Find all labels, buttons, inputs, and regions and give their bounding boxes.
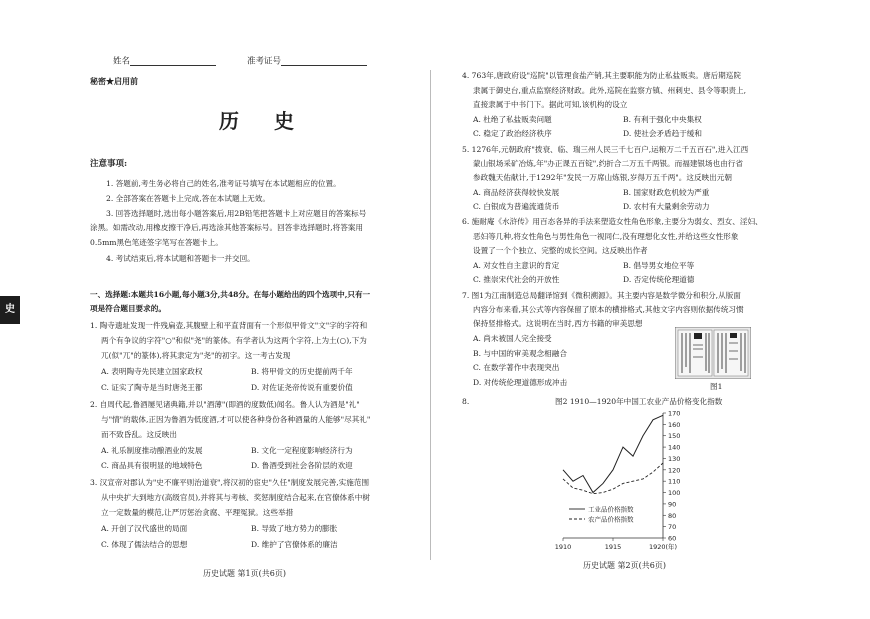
y-tick-label: 160 [668, 420, 681, 429]
option-d: D. 农村有大量剩余劳动力 [623, 202, 710, 211]
question-line: 1. 陶寺遗址发现一件残扁壶,其腹壁上和平直背面有一个形似甲骨文"文"字的字符和 [90, 321, 368, 330]
chart-title: 图2 1910—1920年中国工农业产品价格变化指数 [555, 397, 723, 406]
option-c: C. 体现了儒法结合的思想 [101, 540, 188, 549]
option-c: C. 稳定了政治经济秩序 [473, 129, 552, 138]
question-line: 内容分布来看,其公式等内容保留了原本的横排格式,其他文字内容则依据传统习惯 [473, 305, 744, 314]
question-line: 两个有争议的字符"○"和似"尧"的篆体。有学者认为这两个字符,上为土(○),下为 [101, 336, 367, 345]
footer-left: 历史试题 第1页(共6页) [203, 569, 286, 578]
name-field [113, 56, 216, 66]
question-line: 蒙山银场采矿冶炼,年"办正课五百锭",约折合二万五千两银。而福建银场也由行省 [473, 159, 743, 168]
question-line: 而不致昏乱。这反映出 [101, 430, 177, 439]
option-a: A. 尚未被国人完全接受 [473, 334, 552, 343]
note-line: 1. 答题前,考生务必将自己的姓名,准考证号填写在本试题相应的位置。 [106, 179, 341, 188]
question-line: 3. 汉宣帝对郡认为"史不廉平则治道衰",将汉初的宦史"久任"制度发展完善,实施范围 [90, 478, 370, 487]
name-underline [130, 56, 216, 66]
y-tick-label: 120 [668, 466, 681, 475]
option-c: C. 证实了陶寺是当时唐尧王都 [101, 383, 203, 392]
question-line: 恶妇等几种,将女性角色与男性角色一视同仁,没有理想化女性,并给这些女性形象 [473, 232, 739, 241]
question-line: 4. 763年,唐政府设"巡院"以管理食盐产销,其主要职能为防止私盐贩卖。唐后期巡院 [462, 71, 741, 80]
question-line: 6. 施耐庵《水浒传》用百态各异的手法来塑造女性角色形象,主要分为弱女、烈女、淫妇、 [462, 217, 763, 226]
notes-heading: 注意事项: [90, 159, 128, 169]
subject-side-tab: 史 [0, 296, 20, 324]
question-line: 5. 1276年,元朝政府"拨衰、临、瑞三州人民三千七百户,运粮万二千五百石",进入江西 [462, 145, 749, 154]
option-c: C. 在数学著作中表现突出 [473, 363, 560, 372]
footer-right: 历史试题 第2页(共6页) [583, 561, 666, 570]
question-line: 隶属于御史台,重点监察经济财政。此外,巡院在监察方镇、州刺史、县令等职责上, [473, 86, 747, 95]
option-b: B. 有利于强化中央集权 [623, 115, 702, 124]
note-line: 3. 回答选择题时,选出每小题答案后,用2B铅笔把答题卡上对应题目的答案标号 [106, 209, 367, 218]
option-d: D. 维护了官僚体系的廉洁 [251, 540, 338, 549]
option-d: D. 否定传统伦理道德 [623, 275, 695, 284]
option-d: D. 使社会矛盾趋于缓和 [623, 129, 702, 138]
exam-id-underline [281, 56, 367, 66]
x-tick-label: 1915 [604, 543, 622, 551]
note-line: 0.5mm黑色笔迹签字笔写在答题卡上。 [90, 238, 223, 247]
option-a: A. 表明陶寺先民建立国家政权 [101, 367, 203, 376]
y-tick-label: 110 [668, 477, 681, 486]
option-b: B. 与中国的审美观念相融合 [473, 349, 567, 358]
y-tick-label: 80 [668, 511, 677, 520]
option-b: B. 倡导男女地位平等 [623, 261, 695, 270]
question-line: 与"情"的载体,正因为鲁酒为低度酒,才可以使各种身份各种酒量的人能够"尽其礼" [101, 415, 371, 424]
y-tick-label: 170 [668, 409, 681, 418]
question-line: 保持竖排格式。这说明在当时,西方书籍的审美思想 [473, 319, 643, 328]
note-line: 4. 考试结束后,将本试题和答题卡一并交回。 [106, 254, 255, 263]
page-title: 历 史 [219, 109, 308, 133]
y-tick-label: 150 [668, 432, 681, 441]
option-b: B. 文化一定程度影响经济行为 [251, 446, 353, 455]
y-tick-label: 90 [668, 500, 677, 509]
question-line: 2. 自周代起,鲁酒屡见诸典籍,并以"酒薄"(即酒的度数低)闻名。鲁人认为酒是"礼" [90, 400, 360, 409]
option-a: A. 开创了汉代盛世的局面 [101, 524, 188, 533]
question-line: 直接隶属于中书门下。据此可知,该机构的设立 [473, 100, 628, 109]
option-a: A. 商品经济获得较快发展 [473, 188, 560, 197]
y-tick-label: 60 [668, 534, 677, 543]
option-c: C. 白银成为普遍流通货币 [473, 202, 560, 211]
exam-id-field [247, 56, 367, 66]
question-8-number: 8. [462, 397, 470, 406]
option-b: B. 导致了地方势力的膨胀 [251, 524, 338, 533]
y-tick-label: 140 [668, 443, 681, 452]
option-c: C. 推崇宋代社会的开放性 [473, 275, 560, 284]
option-c: C. 商品具有很明显的地域特色 [101, 461, 203, 470]
secret-mark: 秘密★启用前 [90, 76, 138, 86]
x-tick-label: 1920(年) [648, 543, 678, 551]
option-d: D. 鲁酒受到社会各阶层的欢迎 [251, 461, 353, 470]
y-tick-label: 130 [668, 454, 681, 463]
option-b: B. 国家财政危机较为严重 [623, 188, 710, 197]
option-b: B. 将甲骨文的历史提前两千年 [251, 367, 353, 376]
page-divider [430, 70, 431, 560]
figure-1-caption: 图1 [710, 382, 723, 391]
option-a: A. 对女性自主意识的肯定 [473, 261, 560, 270]
question-line: 参政魏天佑献计,于1292年"发民一万席山炼银,岁得万五千两"。这反映出元朝 [473, 173, 732, 182]
option-a: A. 礼乐制度推动酿酒业的发展 [101, 446, 203, 455]
industrial-price-line [563, 415, 663, 492]
option-a: A. 杜绝了私盐贩卖问题 [473, 115, 552, 124]
y-tick-label: 100 [668, 489, 681, 498]
note-line: 2. 全部答案在答题卡上完成,答在本试题上无效。 [106, 194, 270, 203]
name-label: 姓名 [113, 56, 131, 67]
option-d: D. 对传统伦理道德形成冲击 [473, 378, 568, 387]
figure-1-book-image [675, 327, 751, 379]
exam-id-label: 准考证号 [247, 56, 282, 67]
x-tick-label: 1910 [555, 543, 572, 551]
question-line: 从中央扩大到地方(高级官员),并将其与考核、奖惩制度结合起来,在官僚体系中树 [101, 493, 370, 502]
option-d: D. 对佐证尧帝传说有重要价值 [251, 383, 353, 392]
y-tick-label: 70 [668, 523, 677, 532]
question-line: 兀(似"兀"的篆体),将其隶定为"尧"的初字。这一考古发现 [101, 351, 291, 360]
legend-industrial-label: 工业品价格指数 [588, 505, 634, 514]
question-line: 7. 图1为江南制造总局翻译馆到《微积溯源》。其主要内容是数学微分和积分,从版面 [462, 291, 741, 300]
legend-agricultural-label: 农产品价格指数 [588, 515, 634, 524]
section-heading: 一、选择题:本题共16小题,每小题3分,共48分。在每小题给出的四个选项中,只有一 [90, 290, 371, 299]
note-line: 涂黑。如需改动,用橡皮擦干净后,再选涂其他答案标号。回答非选择题时,将答案用 [90, 223, 364, 232]
question-line: 设置了一个个独立、完整的成长空间。这反映出作者 [473, 246, 648, 255]
section-heading-cont: 项是符合题目要求的。 [90, 304, 166, 313]
price-index-chart [555, 408, 695, 558]
question-line: 立一定数量的模范,让严厉惩治贪腐、平理冤狱。这些举措 [101, 508, 294, 517]
